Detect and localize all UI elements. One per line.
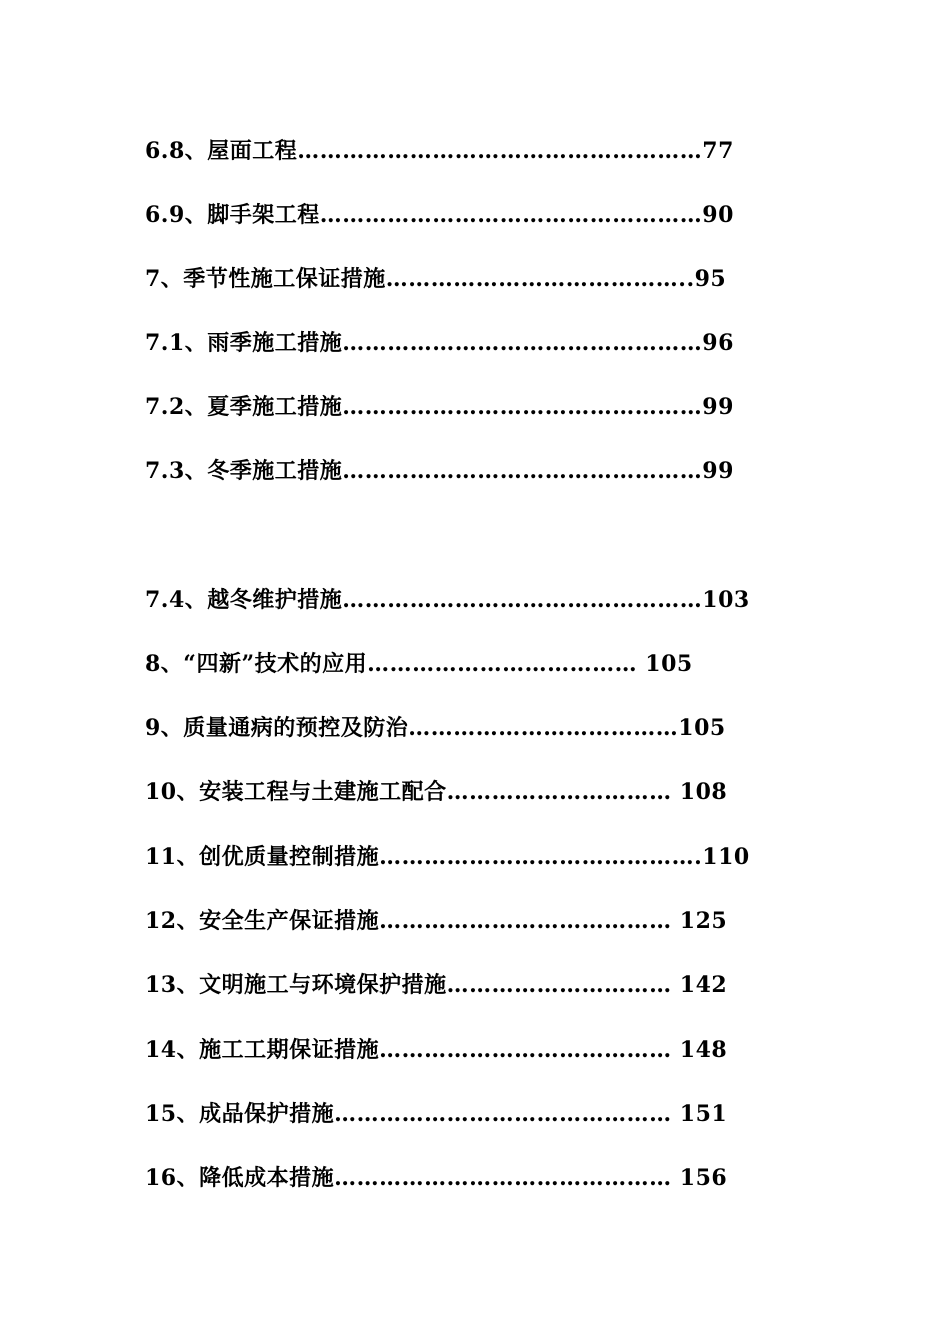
toc-entry-7-4: 7.4、越冬维护措施…………………………………………103 bbox=[145, 587, 750, 613]
toc-entry-15: 15、成品保护措施……………………………………… 151 bbox=[145, 1101, 728, 1127]
toc-entry-14: 14、施工工期保证措施………………………………… 148 bbox=[145, 1037, 728, 1063]
toc-entry-8: 8、“四新”技术的应用……………………………… 105 bbox=[145, 651, 693, 677]
toc-entry-7-3: 7.3、冬季施工措施…………………………………………99 bbox=[145, 458, 734, 484]
toc-entry-16: 16、降低成本措施……………………………………… 156 bbox=[145, 1165, 728, 1191]
toc-entry-9: 9、质量通病的预控及防治………………………………105 bbox=[145, 715, 726, 741]
toc-entry-7-2: 7.2、夏季施工措施…………………………………………99 bbox=[145, 394, 734, 420]
toc-entry-12: 12、安全生产保证措施………………………………… 125 bbox=[145, 908, 728, 934]
toc-entry-6-9: 6.9、脚手架工程……………………………………………90 bbox=[145, 202, 734, 228]
toc-entry-7: 7、季节性施工保证措施…………………………………..95 bbox=[145, 266, 727, 292]
toc-entry-6-8: 6.8、屋面工程………………………………………………77 bbox=[145, 138, 734, 164]
toc-entry-10: 10、安装工程与土建施工配合………………………… 108 bbox=[145, 779, 728, 805]
toc-entry-7-1: 7.1、雨季施工措施…………………………………………96 bbox=[145, 330, 734, 356]
toc-entry-13: 13、文明施工与环境保护措施………………………… 142 bbox=[145, 972, 728, 998]
toc-entry-11: 11、创优质量控制措施…………………………………….110 bbox=[145, 844, 750, 870]
